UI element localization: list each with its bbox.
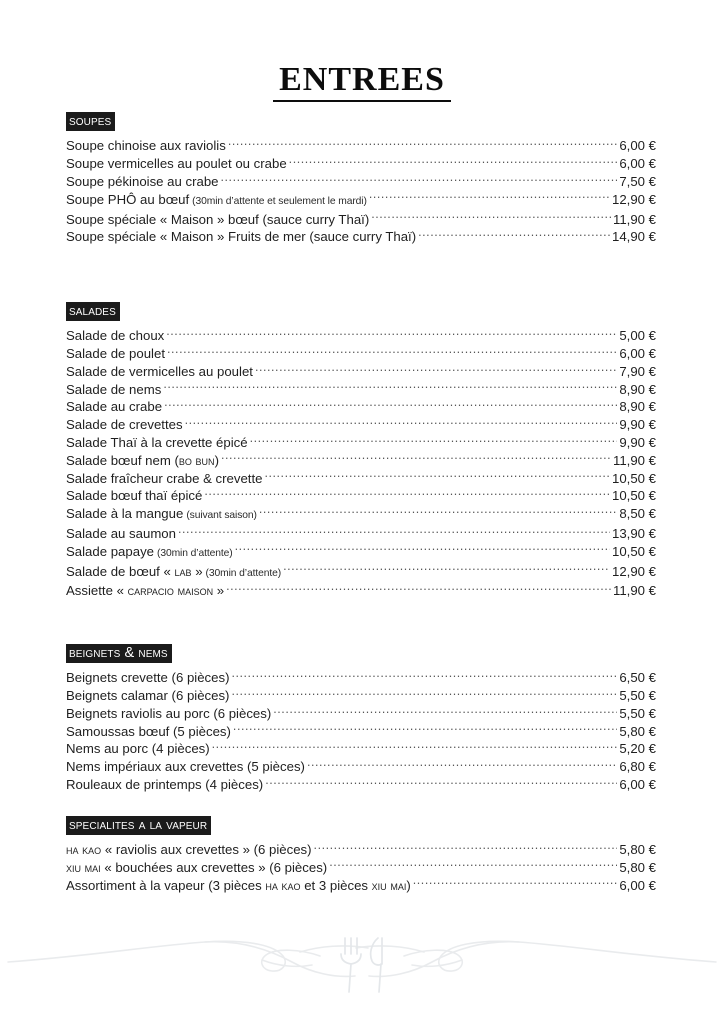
menu-item [66, 669, 656, 687]
menu-item-name [66, 138, 226, 155]
menu-item-price: 8,50 € [619, 506, 656, 522]
menu-section-vapeur [66, 816, 656, 895]
menu-item-note: (suivant saison) [186, 510, 257, 522]
menu-item-name-text: Soupe PHÔ au bœuf [66, 191, 190, 207]
menu-item [66, 740, 656, 758]
menu-item-name [66, 212, 369, 229]
menu-item-name [66, 583, 224, 600]
menu-item-name [66, 706, 271, 723]
menu-section-beignets [66, 644, 656, 794]
menu-item-price: 6,00 € [619, 156, 656, 172]
dot-leader [413, 876, 618, 889]
dot-leader [167, 345, 617, 358]
menu-item-name [66, 453, 219, 470]
menu-item-list-vapeur [66, 841, 656, 894]
menu-item-smallcaps: xiu mai [371, 877, 407, 893]
menu-item-name-text: Salade fraîcheur crabe & crevette [66, 470, 263, 486]
menu-item-name-text: Salade de crevettes [66, 417, 183, 433]
menu-item-price: 7,50 € [619, 173, 656, 189]
menu-item-name-tail: ) [214, 452, 219, 468]
section-spacer [66, 794, 656, 816]
menu-content [66, 112, 656, 894]
menu-item-name [66, 417, 183, 434]
menu-item-list-beignets [66, 669, 656, 793]
menu-item [66, 722, 656, 740]
menu-item-price: 8,90 € [619, 381, 656, 397]
dot-leader [231, 669, 617, 682]
menu-item-smallcaps: xiu mai [66, 859, 101, 875]
menu-item [66, 505, 656, 525]
menu-item-name [66, 382, 161, 399]
menu-item-price: 5,20 € [619, 741, 656, 757]
menu-item-name [66, 759, 305, 776]
menu-item-price: 6,00 € [619, 346, 656, 362]
dot-leader [212, 740, 618, 753]
dot-leader [289, 155, 618, 168]
menu-item-name [66, 526, 176, 543]
menu-item-note: (30min d’attente) [157, 547, 233, 559]
page-title-container [0, 62, 724, 102]
menu-item [66, 469, 656, 487]
menu-item [66, 876, 656, 894]
menu-item [66, 562, 656, 582]
menu-item-name [66, 488, 202, 505]
menu-item-name-text: Salade au crabe [66, 399, 163, 415]
menu-item-name-text: Beignets crevette (6 pièces) [66, 670, 230, 686]
menu-item-price: 5,50 € [619, 688, 656, 704]
menu-item-price: 12,90 € [612, 563, 656, 579]
menu-item-name-tail: ) [406, 877, 411, 893]
menu-item-name [66, 564, 281, 583]
menu-item [66, 398, 656, 416]
dot-leader [250, 434, 618, 447]
menu-item-name [66, 842, 312, 859]
dot-leader [166, 327, 617, 340]
bottom-flourish [0, 916, 724, 1006]
menu-item-price: 6,00 € [619, 877, 656, 893]
menu-item-name-text: Salade Thaï à la crevette épicé [66, 435, 248, 451]
menu-item-name-tail: « raviolis aux crevettes » (6 pièces) [101, 842, 312, 857]
menu-item-name-text: Salade papaye [66, 543, 154, 559]
dot-leader [163, 381, 617, 394]
menu-item-price: 11,90 € [612, 211, 656, 227]
menu-item [66, 327, 656, 345]
section-spacer [66, 600, 656, 644]
menu-item-price: 11,90 € [612, 583, 656, 599]
menu-item-name [66, 192, 367, 211]
menu-item-name [66, 399, 162, 416]
menu-item-smallcaps: bo bun [178, 452, 215, 468]
menu-item [66, 155, 656, 173]
menu-item-price: 5,80 € [619, 859, 656, 875]
menu-item-name-tail: » [191, 563, 203, 579]
menu-item-name-text: Beignets calamar (6 pièces) [66, 688, 230, 704]
menu-item [66, 687, 656, 705]
menu-item [66, 381, 656, 399]
menu-item [66, 434, 656, 452]
menu-item-name [66, 506, 257, 525]
menu-item-smallcaps: ha kao [66, 842, 102, 857]
menu-item-smallcaps: ha kao [265, 877, 301, 893]
section-heading-beignets: beignets & nems [66, 644, 172, 663]
dot-leader [314, 841, 618, 854]
menu-item-price: 5,80 € [619, 723, 656, 739]
dot-leader [259, 505, 618, 518]
menu-section-salades [66, 302, 656, 600]
menu-item-name [66, 156, 287, 173]
menu-item-price: 9,90 € [619, 417, 656, 433]
menu-item-price: 6,00 € [619, 776, 656, 792]
menu-item-name-text: Salade bœuf nem ( [66, 452, 179, 468]
dot-leader [185, 416, 618, 429]
dot-leader [221, 173, 618, 186]
dot-leader [233, 722, 617, 735]
dot-leader [231, 687, 617, 700]
menu-item-name-text: Soupe pékinoise au crabe [66, 173, 219, 189]
menu-item-name [66, 364, 253, 381]
menu-item [66, 228, 656, 246]
menu-item-name [66, 670, 229, 687]
menu-item [66, 543, 656, 563]
menu-item-name-text: Rouleaux de printemps (4 pièces) [66, 776, 264, 792]
menu-item [66, 582, 656, 600]
menu-item-price: 6,80 € [619, 759, 656, 775]
dot-leader [255, 363, 617, 376]
menu-item-name [66, 688, 229, 705]
dot-leader [235, 543, 610, 556]
menu-item-price: 11,90 € [612, 452, 656, 468]
menu-item-name-text: Nems au porc (4 pièces) [66, 741, 210, 757]
menu-item-name [66, 435, 248, 452]
dot-leader [204, 487, 610, 500]
menu-item-price: 12,90 € [612, 191, 656, 207]
menu-item-name-text: Beignets raviolis au porc (6 pièces) [66, 705, 272, 721]
menu-item-name-text: Soupe vermicelles au poulet ou crabe [66, 156, 287, 172]
menu-item-price: 6,50 € [619, 670, 656, 686]
page-title: ENTREES [273, 62, 451, 102]
menu-item-name [66, 741, 210, 758]
dot-leader [228, 137, 618, 150]
menu-item-name-tail: » [213, 583, 225, 599]
dot-leader [265, 776, 617, 789]
menu-item [66, 705, 656, 723]
menu-item-name-text: Assiette « [66, 583, 128, 599]
menu-item-list-salades [66, 327, 656, 600]
menu-item-price: 10,50 € [612, 470, 656, 486]
menu-item-name [66, 471, 262, 488]
menu-item [66, 525, 656, 543]
menu-item-price: 13,90 € [612, 525, 656, 541]
menu-item [66, 452, 656, 470]
menu-item-name-tail: et 3 pièces [300, 877, 372, 893]
menu-item-name-text: Salade de choux [66, 328, 165, 344]
menu-item [66, 363, 656, 381]
dot-leader [329, 859, 617, 872]
menu-item-name-text: Soupe spéciale « Maison » bœuf (sauce curry Thaï) [66, 211, 370, 227]
dot-leader [369, 191, 610, 204]
menu-item-price: 5,00 € [619, 328, 656, 344]
menu-item-name-text: Salade bœuf thaï épicé [66, 488, 203, 504]
menu-item [66, 191, 656, 211]
menu-item-price: 5,50 € [619, 705, 656, 721]
section-heading-salades: salades [66, 302, 120, 321]
menu-item-name-text: Nems impériaux aux crevettes (5 pièces) [66, 759, 305, 775]
menu-item-smallcaps: lab [174, 563, 192, 579]
menu-item [66, 173, 656, 191]
section-spacer [66, 246, 656, 302]
menu-item-name [66, 174, 219, 191]
menu-item-note: (30min d’attente) [205, 567, 282, 579]
menu-item-price: 6,00 € [619, 138, 656, 154]
menu-item [66, 345, 656, 363]
menu-item [66, 487, 656, 505]
dot-leader [226, 582, 611, 595]
dot-leader [273, 705, 617, 718]
dot-leader [283, 562, 610, 575]
menu-item-name-text: Soupe spéciale « Maison » Fruits de mer (sauce curry Thaï) [66, 229, 417, 245]
menu-item-name-tail: « bouchées aux crevettes » (6 pièces) [100, 859, 328, 875]
dot-leader [178, 525, 610, 538]
menu-item-name [66, 860, 327, 877]
menu-item-price: 5,80 € [619, 842, 656, 857]
menu-item [66, 758, 656, 776]
menu-item-name-text: Salade au saumon [66, 525, 176, 541]
menu-item-name-text: Soupe chinoise aux raviolis [66, 138, 226, 154]
menu-item-name [66, 346, 165, 363]
menu-item-name-text: Salade à la mangue [66, 506, 184, 522]
menu-item-name [66, 544, 233, 563]
menu-item-price: 7,90 € [619, 363, 656, 379]
menu-item [66, 416, 656, 434]
menu-item-price: 10,50 € [612, 488, 656, 504]
menu-item-price: 8,90 € [619, 399, 656, 415]
menu-item-name-text: Salade de bœuf « [66, 563, 175, 579]
menu-item-price: 10,50 € [612, 543, 656, 559]
menu-item-name [66, 229, 416, 246]
dot-leader [371, 210, 611, 223]
menu-item-name-text: Salade de nems [66, 381, 162, 397]
dot-leader [418, 228, 610, 241]
menu-item-name [66, 328, 164, 345]
section-heading-soupes: soupes [66, 112, 115, 131]
menu-item [66, 776, 656, 794]
dot-leader [307, 758, 617, 771]
menu-item-name [66, 724, 231, 741]
menu-section-soupes [66, 112, 656, 246]
menu-item-name [66, 878, 411, 895]
menu-item-price: 9,90 € [619, 435, 656, 451]
menu-item-price: 14,90 € [612, 229, 656, 245]
menu-item-name-text: Samoussas bœuf (5 pièces) [66, 723, 231, 739]
menu-item [66, 841, 656, 859]
menu-item-name-text: Assortiment à la vapeur (3 pièces [66, 877, 266, 893]
menu-item-list-soupes [66, 137, 656, 246]
menu-item-name-text: Salade de poulet [66, 346, 165, 362]
menu-item-note: (30min d’attente et seulement le mardi) [192, 195, 367, 207]
menu-item [66, 210, 656, 228]
menu-item-name-text: Salade de vermicelles au poulet [66, 363, 253, 379]
menu-item-name [66, 777, 263, 794]
dot-leader [264, 469, 610, 482]
section-heading-vapeur: specialites a la vapeur [66, 816, 211, 835]
menu-item-smallcaps: carpacio maison [127, 583, 214, 599]
menu-item [66, 859, 656, 877]
dot-leader [221, 452, 611, 465]
menu-item [66, 137, 656, 155]
dot-leader [164, 398, 617, 411]
